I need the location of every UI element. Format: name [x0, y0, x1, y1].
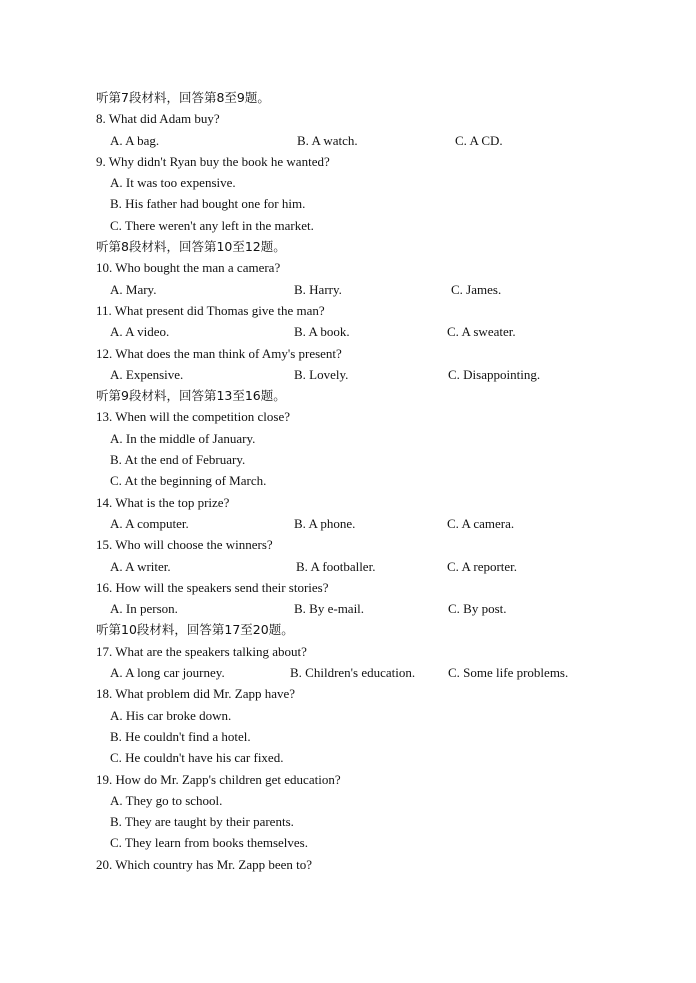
question-text: 13. When will the competition close? — [96, 409, 290, 425]
answer-option-c: C. Disappointing. — [448, 366, 541, 382]
answer-option-a: A. A long car journey. — [110, 665, 225, 681]
answer-option-c: C. A sweater. — [447, 324, 516, 340]
section-heading: 听第7段材料，回答第8至9题。 — [96, 90, 270, 105]
answer-option-b: B. Lovely. — [294, 366, 349, 382]
question-text: 17. What are the speakers talking about? — [96, 643, 307, 659]
answer-option-b: B. A watch. — [297, 132, 358, 148]
answer-option: A. They go to school. — [110, 792, 223, 808]
question-text: 20. Which country has Mr. Zapp been to? — [96, 856, 313, 872]
answer-option-b: B. A phone. — [294, 515, 356, 531]
answer-option-b: B. A book. — [294, 324, 350, 340]
answer-option-a: A. A writer. — [110, 558, 171, 574]
question-text: 14. What is the top prize? — [96, 494, 230, 510]
answer-option: B. They are taught by their parents. — [110, 814, 294, 830]
answer-option: A. In the middle of January. — [110, 430, 256, 446]
answer-option: A. It was too expensive. — [110, 175, 236, 191]
question-text: 15. Who will choose the winners? — [96, 537, 273, 553]
listening-questions — [96, 87, 636, 875]
question-text: 18. What problem did Mr. Zapp have? — [96, 686, 296, 702]
answer-option-b: B. By e-mail. — [294, 601, 365, 617]
answer-option-a: A. A computer. — [110, 515, 189, 531]
answer-option: A. His car broke down. — [110, 707, 232, 723]
question-text: 8. What did Adam buy? — [96, 111, 220, 127]
answer-option-c: C. By post. — [448, 601, 507, 617]
answer-option: C. He couldn't have his car fixed. — [110, 750, 284, 766]
answer-option-b: B. A footballer. — [296, 558, 376, 574]
answer-option: C. There weren't any left in the market. — [110, 217, 314, 233]
option-row — [96, 662, 636, 683]
answer-option-c: C. A CD. — [455, 132, 503, 148]
option-row — [96, 279, 636, 300]
answer-option: C. At the beginning of March. — [110, 473, 267, 489]
option-row — [96, 513, 636, 534]
question-text: 11. What present did Thomas give the man? — [96, 302, 325, 318]
section-heading: 听第8段材料，回答第10至12题。 — [96, 239, 286, 255]
option-row — [96, 364, 636, 385]
answer-option-a: A. A video. — [110, 324, 170, 340]
option-row — [96, 598, 636, 619]
option-row — [96, 321, 636, 342]
answer-option-b: B. Children's education. — [290, 665, 416, 681]
answer-option-a: A. Expensive. — [110, 366, 184, 382]
question-text: 16. How will the speakers send their stories? — [96, 579, 329, 595]
answer-option: B. His father had bought one for him. — [110, 196, 306, 212]
answer-option-a: A. Mary. — [110, 281, 157, 297]
answer-option-c: C. A camera. — [447, 515, 515, 531]
question-text: 10. Who bought the man a camera? — [96, 260, 281, 276]
option-row — [96, 556, 636, 577]
answer-option-c: C. A reporter. — [447, 558, 518, 574]
question-text: 12. What does the man think of Amy's present? — [96, 345, 342, 361]
answer-option-c: C. Some life problems. — [448, 665, 569, 681]
answer-option-c: C. James. — [451, 281, 502, 297]
answer-option: B. At the end of February. — [110, 452, 246, 468]
question-text: 9. Why didn't Ryan buy the book he wanted? — [96, 153, 330, 169]
answer-option: B. He couldn't find a hotel. — [110, 728, 251, 744]
answer-option: C. They learn from books themselves. — [110, 835, 308, 851]
question-text: 19. How do Mr. Zapp's children get education? — [96, 771, 341, 787]
section-heading: 听第10段材料，回答第17至20题。 — [96, 622, 294, 638]
answer-option-a: A. A bag. — [110, 132, 160, 148]
option-row — [96, 130, 636, 151]
answer-option-b: B. Harry. — [294, 281, 342, 297]
answer-option-a: A. In person. — [110, 601, 178, 617]
section-heading: 听第9段材料，回答第13至16题。 — [96, 388, 286, 404]
